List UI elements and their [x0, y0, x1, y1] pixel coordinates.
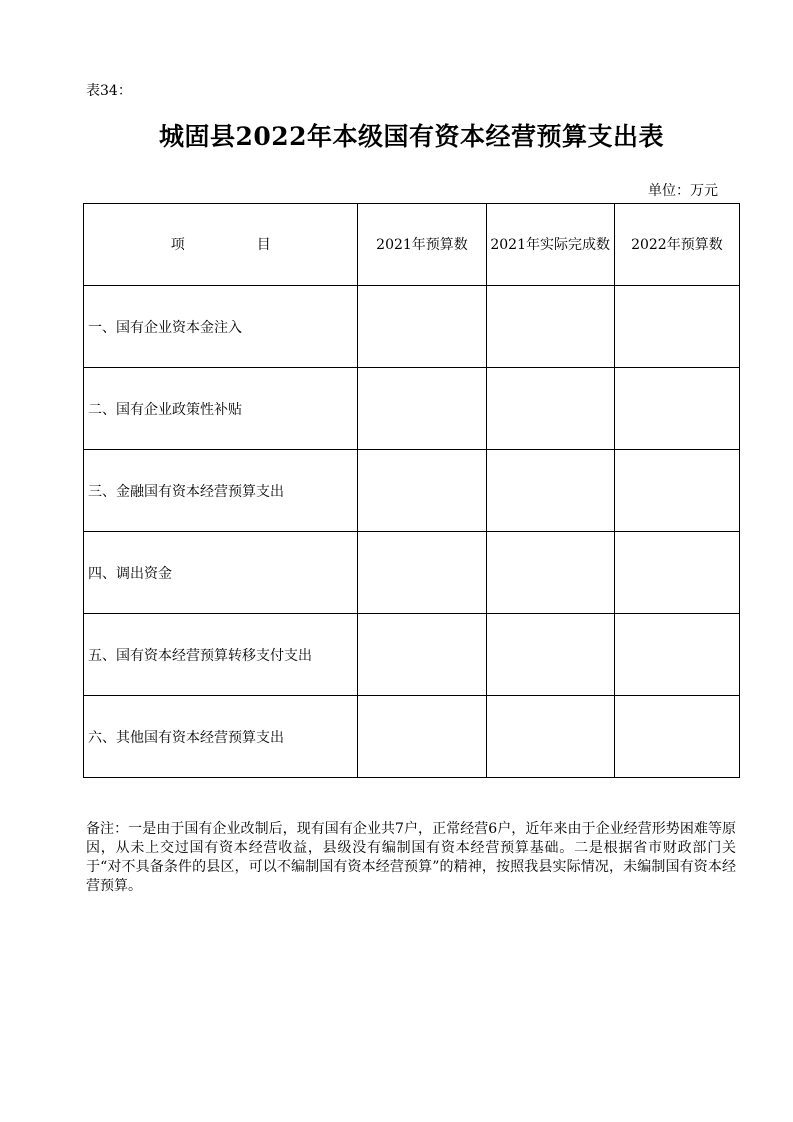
table-row — [84, 286, 740, 368]
cell-2021-budget — [358, 450, 486, 532]
cell-2021-actual — [486, 368, 614, 450]
footnote: 备注：一是由于国有企业改制后，现有国有企业共7户，正常经营6户，近年来由于企业经营形势困难等原因，从未上交过国有资本经营收益，县级没有编制国有资本经营预算基础。二是根据省市财政部门关于“对不具备条件的县区，可以不编制国有资本经营预算”的精神，按照我县实际情况，未编制国有资本经营预算。 — [86, 821, 736, 894]
cell-2022-budget — [614, 696, 739, 778]
header-item-part1: 项 — [170, 236, 185, 253]
budget-table — [83, 203, 740, 778]
table-row — [84, 532, 740, 614]
header-item-part2: 目 — [256, 236, 271, 253]
row-label: 五、国有资本经营预算转移支付支出 — [84, 614, 358, 696]
header-2021-budget: 2021年预算数 — [358, 204, 486, 286]
cell-2021-actual — [486, 614, 614, 696]
cell-2021-budget — [358, 614, 486, 696]
table-row — [84, 696, 740, 778]
cell-2021-actual — [486, 696, 614, 778]
row-label: 二、国有企业政策性补贴 — [84, 368, 358, 450]
cell-2021-budget — [358, 532, 486, 614]
table-row — [84, 368, 740, 450]
cell-2022-budget — [614, 450, 739, 532]
unit-label: 单位：万元 — [648, 183, 718, 199]
row-label: 四、调出资金 — [84, 532, 358, 614]
cell-2022-budget — [614, 368, 739, 450]
cell-2022-budget — [614, 286, 739, 368]
cell-2021-budget — [358, 286, 486, 368]
row-label: 一、国有企业资本金注入 — [84, 286, 358, 368]
cell-2022-budget — [614, 614, 739, 696]
row-label: 三、金融国有资本经营预算支出 — [84, 450, 358, 532]
table-row — [84, 450, 740, 532]
header-2021-actual: 2021年实际完成数 — [486, 204, 614, 286]
cell-2021-actual — [486, 532, 614, 614]
cell-2022-budget — [614, 532, 739, 614]
cell-2021-budget — [358, 368, 486, 450]
page-title: 城固县2022年本级国有资本经营预算支出表 — [158, 122, 665, 151]
cell-2021-actual — [486, 450, 614, 532]
header-item — [84, 204, 358, 286]
header-2022-budget: 2022年预算数 — [614, 204, 739, 286]
row-label: 六、其他国有资本经营预算支出 — [84, 696, 358, 778]
table-number: 表34： — [86, 83, 132, 99]
table-row — [84, 614, 740, 696]
table-header-row — [84, 204, 740, 286]
cell-2021-actual — [486, 286, 614, 368]
cell-2021-budget — [358, 696, 486, 778]
